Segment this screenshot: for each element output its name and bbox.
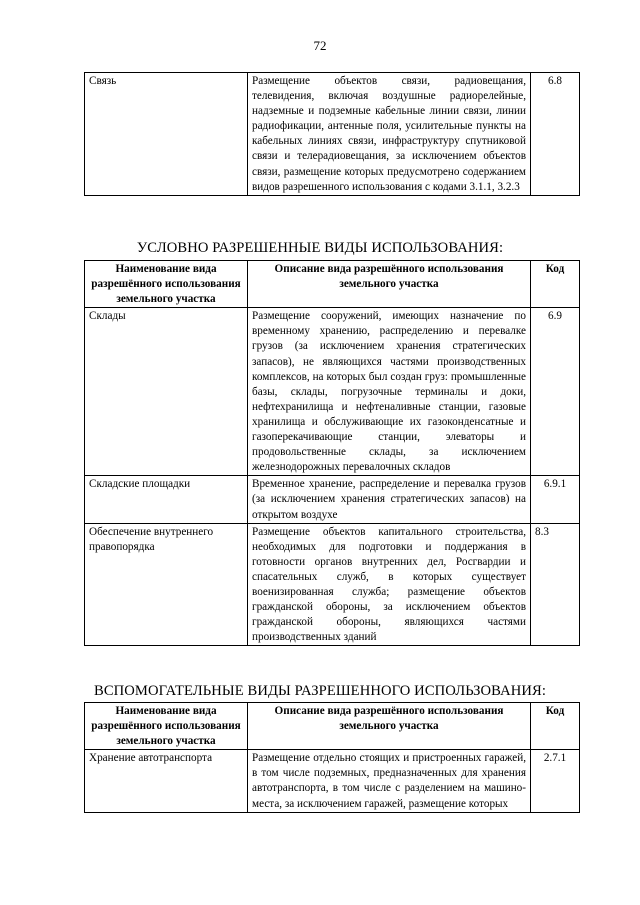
page-number: 72 (313, 38, 327, 53)
use-code-cell: 8.3 (531, 523, 580, 646)
table-row (85, 476, 580, 523)
auxiliary-uses-heading: ВСПОМОГАТЕЛЬНЫЕ ВИДЫ РАЗРЕШЕННОГО ИСПОЛЬЗОВАНИЯ: (93, 683, 546, 699)
name-column-header: Наименование вида разрешённого использования земельного участка (85, 703, 248, 750)
use-code-cell: 6.8 (531, 73, 580, 196)
use-code-cell: 2.7.1 (531, 750, 580, 812)
use-description-cell: Временное хранение, распределение и перевалка грузов (за исключением хранения стратегических запасов) на открытом воздухе (248, 476, 531, 523)
description-column-header: Описание вида разрешённого использования земельного участка (248, 261, 531, 308)
table-row (85, 523, 580, 646)
table-header-row (85, 703, 580, 750)
name-column-header: Наименование вида разрешённого использования земельного участка (85, 261, 248, 308)
code-column-header: Код (531, 703, 580, 750)
use-name-cell: Склады (85, 308, 248, 476)
use-description-cell: Размещение объектов капитального строительства, необходимых для подготовки и поддержания в готовности органов внутренних дел, Росгвардии и спасательных служб, в которых существует военизированная служба; размещение объектов гражданской обороны, за исключением объектов гражданской обороны, являющихся частями производственных зданий (248, 523, 531, 646)
use-name-cell: Складские площадки (85, 476, 248, 523)
description-column-header: Описание вида разрешённого использования земельного участка (248, 703, 531, 750)
conditional-uses-table (84, 260, 580, 646)
use-code-cell: 6.9 (531, 308, 580, 476)
table-header-row (85, 261, 580, 308)
table-row (85, 73, 580, 196)
use-name-cell: Связь (85, 73, 248, 196)
use-description-cell: Размещение отдельно стоящих и пристроенных гаражей, в том числе подземных, предназначенных для хранения автотранспорта, в том числе с разделением на машино-места, за исключением гаражей, размещение которых (248, 750, 531, 812)
use-description-cell: Размещение сооружений, имеющих назначение по временному хранению, распределению и перевалке грузов (за исключением хранения стратегических запасов), не являющихся частями производственных комплексов, на которых был создан груз: промышленные базы, склады, погрузочные терминалы и доки, нефтехранилища и нефтеналивные станции, газовые хранилища и обслуживающие их газоконденсатные и газоперекачивающие станции, элеваторы и продовольственные склады, за исключением железнодорожных перевалочных складов (248, 308, 531, 476)
auxiliary-uses-table (84, 702, 580, 813)
table-row (85, 750, 580, 812)
use-code-cell: 6.9.1 (531, 476, 580, 523)
use-name-cell: Хранение автотранспорта (85, 750, 248, 812)
permitted-uses-table-continued (84, 72, 580, 196)
code-column-header: Код (531, 261, 580, 308)
conditional-uses-heading: УСЛОВНО РАЗРЕШЕННЫЕ ВИДЫ ИСПОЛЬЗОВАНИЯ: (136, 240, 504, 256)
use-name-cell: Обеспечение внутреннего правопорядка (85, 523, 248, 646)
use-description-cell: Размещение объектов связи, радиовещания, телевидения, включая воздушные радиорелейные, надземные и подземные кабельные линии связи, линии радиофикации, антенные поля, усилительные пункты на кабельных линиях связи, инфраструктуру спутниковой связи и телерадиовещания, за исключением объектов связи, размещение которых предусмотрено содержанием видов разрешенного использования с кодами 3.1.1, 3.2.3 (248, 73, 531, 196)
table-row (85, 308, 580, 476)
